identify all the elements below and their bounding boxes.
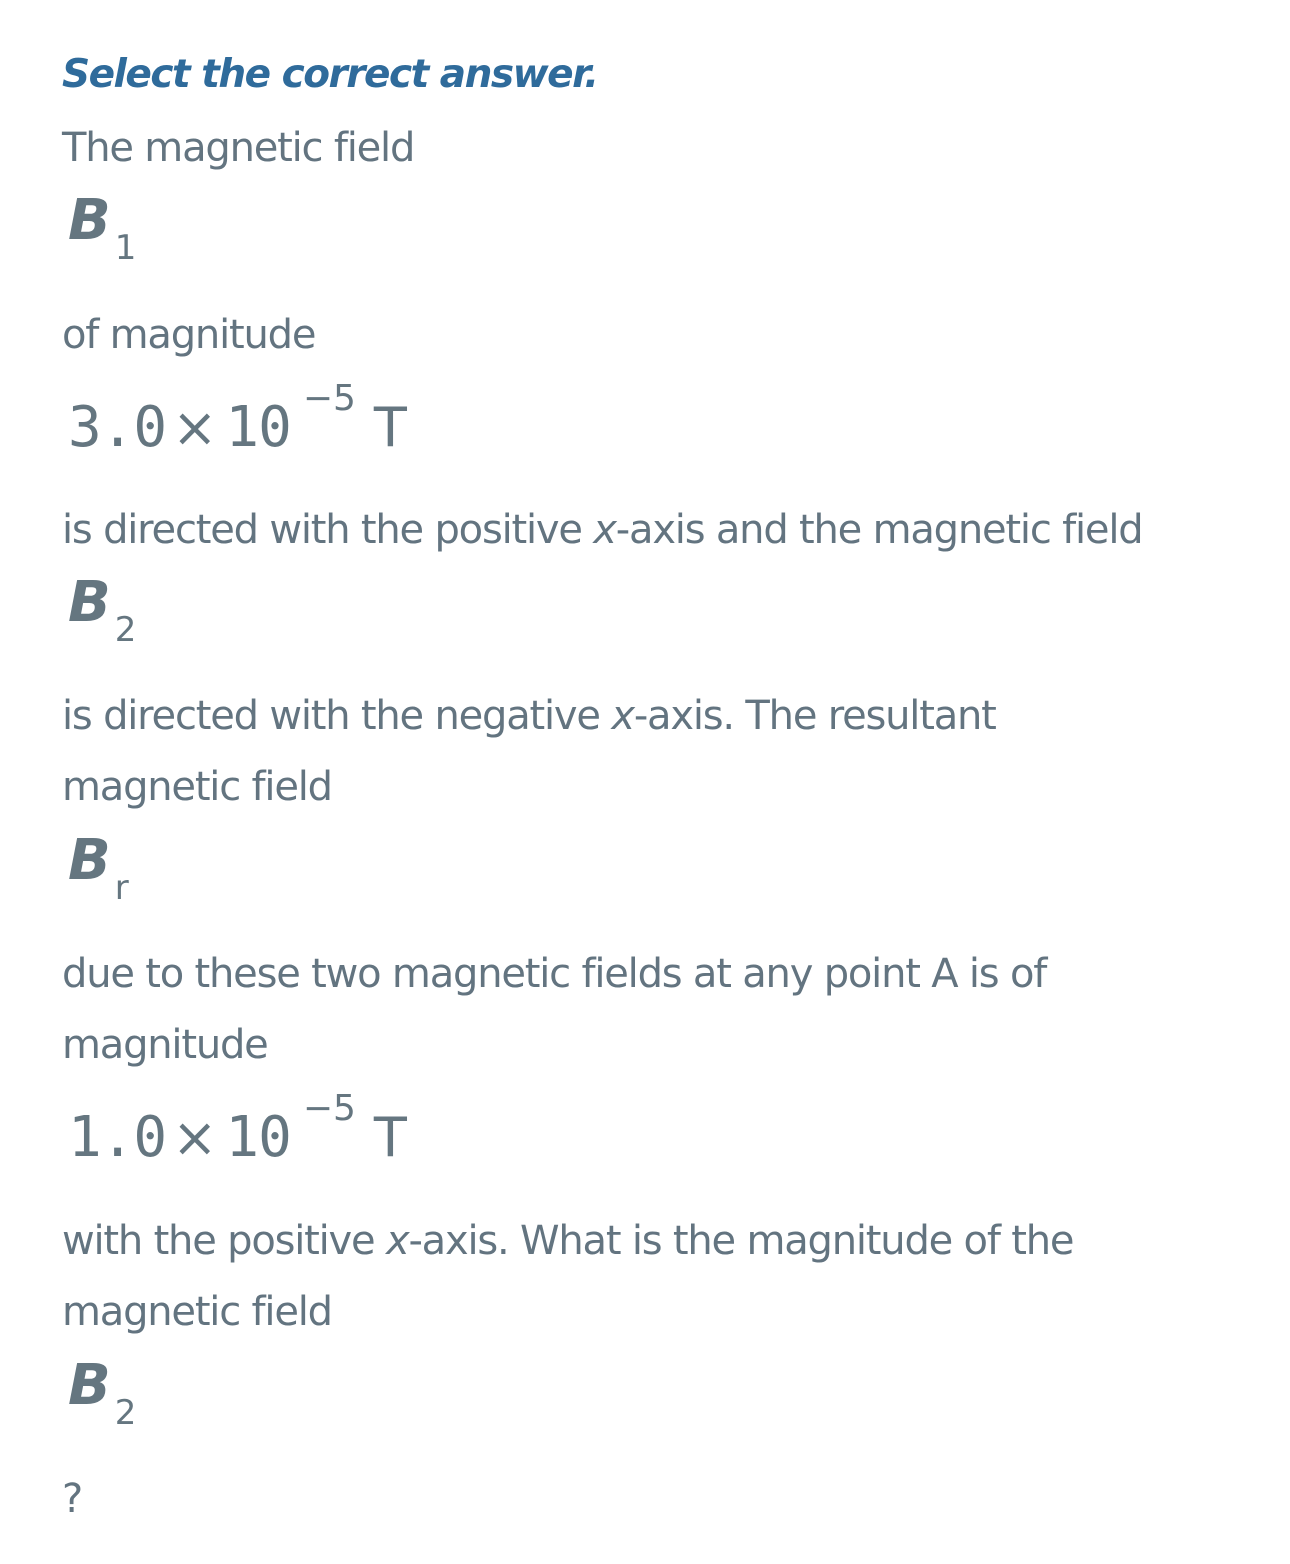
- question-text-line: magnetic field: [62, 1289, 332, 1335]
- italic-x: x: [593, 507, 616, 553]
- times-symbol: ×: [172, 396, 218, 459]
- question-mark: ?: [62, 1476, 83, 1522]
- math-subscript: 1: [114, 228, 137, 268]
- math-exponent: −5: [302, 1088, 356, 1129]
- italic-x: x: [611, 693, 634, 739]
- times-symbol: ×: [172, 1106, 218, 1169]
- math-variable: B: [68, 188, 111, 253]
- math-subscript: 2: [114, 1393, 137, 1433]
- question-text-line: [62, 495, 1142, 566]
- question-text-line: magnitude: [62, 1022, 268, 1068]
- math-exponent: −5: [302, 378, 356, 419]
- text-segment: -axis. What is the magnitude of the: [408, 1218, 1074, 1264]
- question-text-line: due to these two magnetic fields at any point A is of: [62, 951, 1047, 997]
- math-variable: B: [68, 570, 111, 635]
- text-segment: -axis. The resultant: [633, 693, 996, 739]
- math-b2: [68, 570, 137, 650]
- math-magnitude-2: [68, 1088, 407, 1170]
- math-number: 3.0: [68, 395, 167, 460]
- question-text-line: [62, 681, 996, 752]
- question-text-line: The magnetic field: [62, 125, 415, 171]
- math-b2-question: [68, 1353, 137, 1433]
- math-variable: B: [68, 828, 111, 893]
- text-segment: with the positive: [62, 1218, 386, 1264]
- text-segment: is directed with the positive: [62, 507, 594, 553]
- question-text-line: [62, 1206, 1073, 1277]
- math-base: 10: [225, 395, 291, 460]
- question-text-line: of magnitude: [62, 312, 316, 358]
- instruction-heading: Select the correct answer.: [62, 52, 598, 97]
- math-number: 1.0: [68, 1105, 167, 1170]
- text-segment: is directed with the negative: [62, 693, 612, 739]
- italic-x: x: [385, 1218, 409, 1264]
- math-unit: T: [373, 396, 407, 459]
- math-subscript: r: [114, 868, 129, 908]
- math-variable: B: [68, 1353, 111, 1418]
- math-br: [68, 828, 129, 908]
- math-base: 10: [225, 1105, 291, 1170]
- question-text-line: magnetic field: [62, 764, 332, 810]
- math-b1: [68, 188, 137, 268]
- text-segment: -axis and the magnetic field: [615, 507, 1143, 553]
- math-unit: T: [373, 1106, 407, 1169]
- math-subscript: 2: [114, 610, 137, 650]
- math-magnitude-1: [68, 378, 407, 460]
